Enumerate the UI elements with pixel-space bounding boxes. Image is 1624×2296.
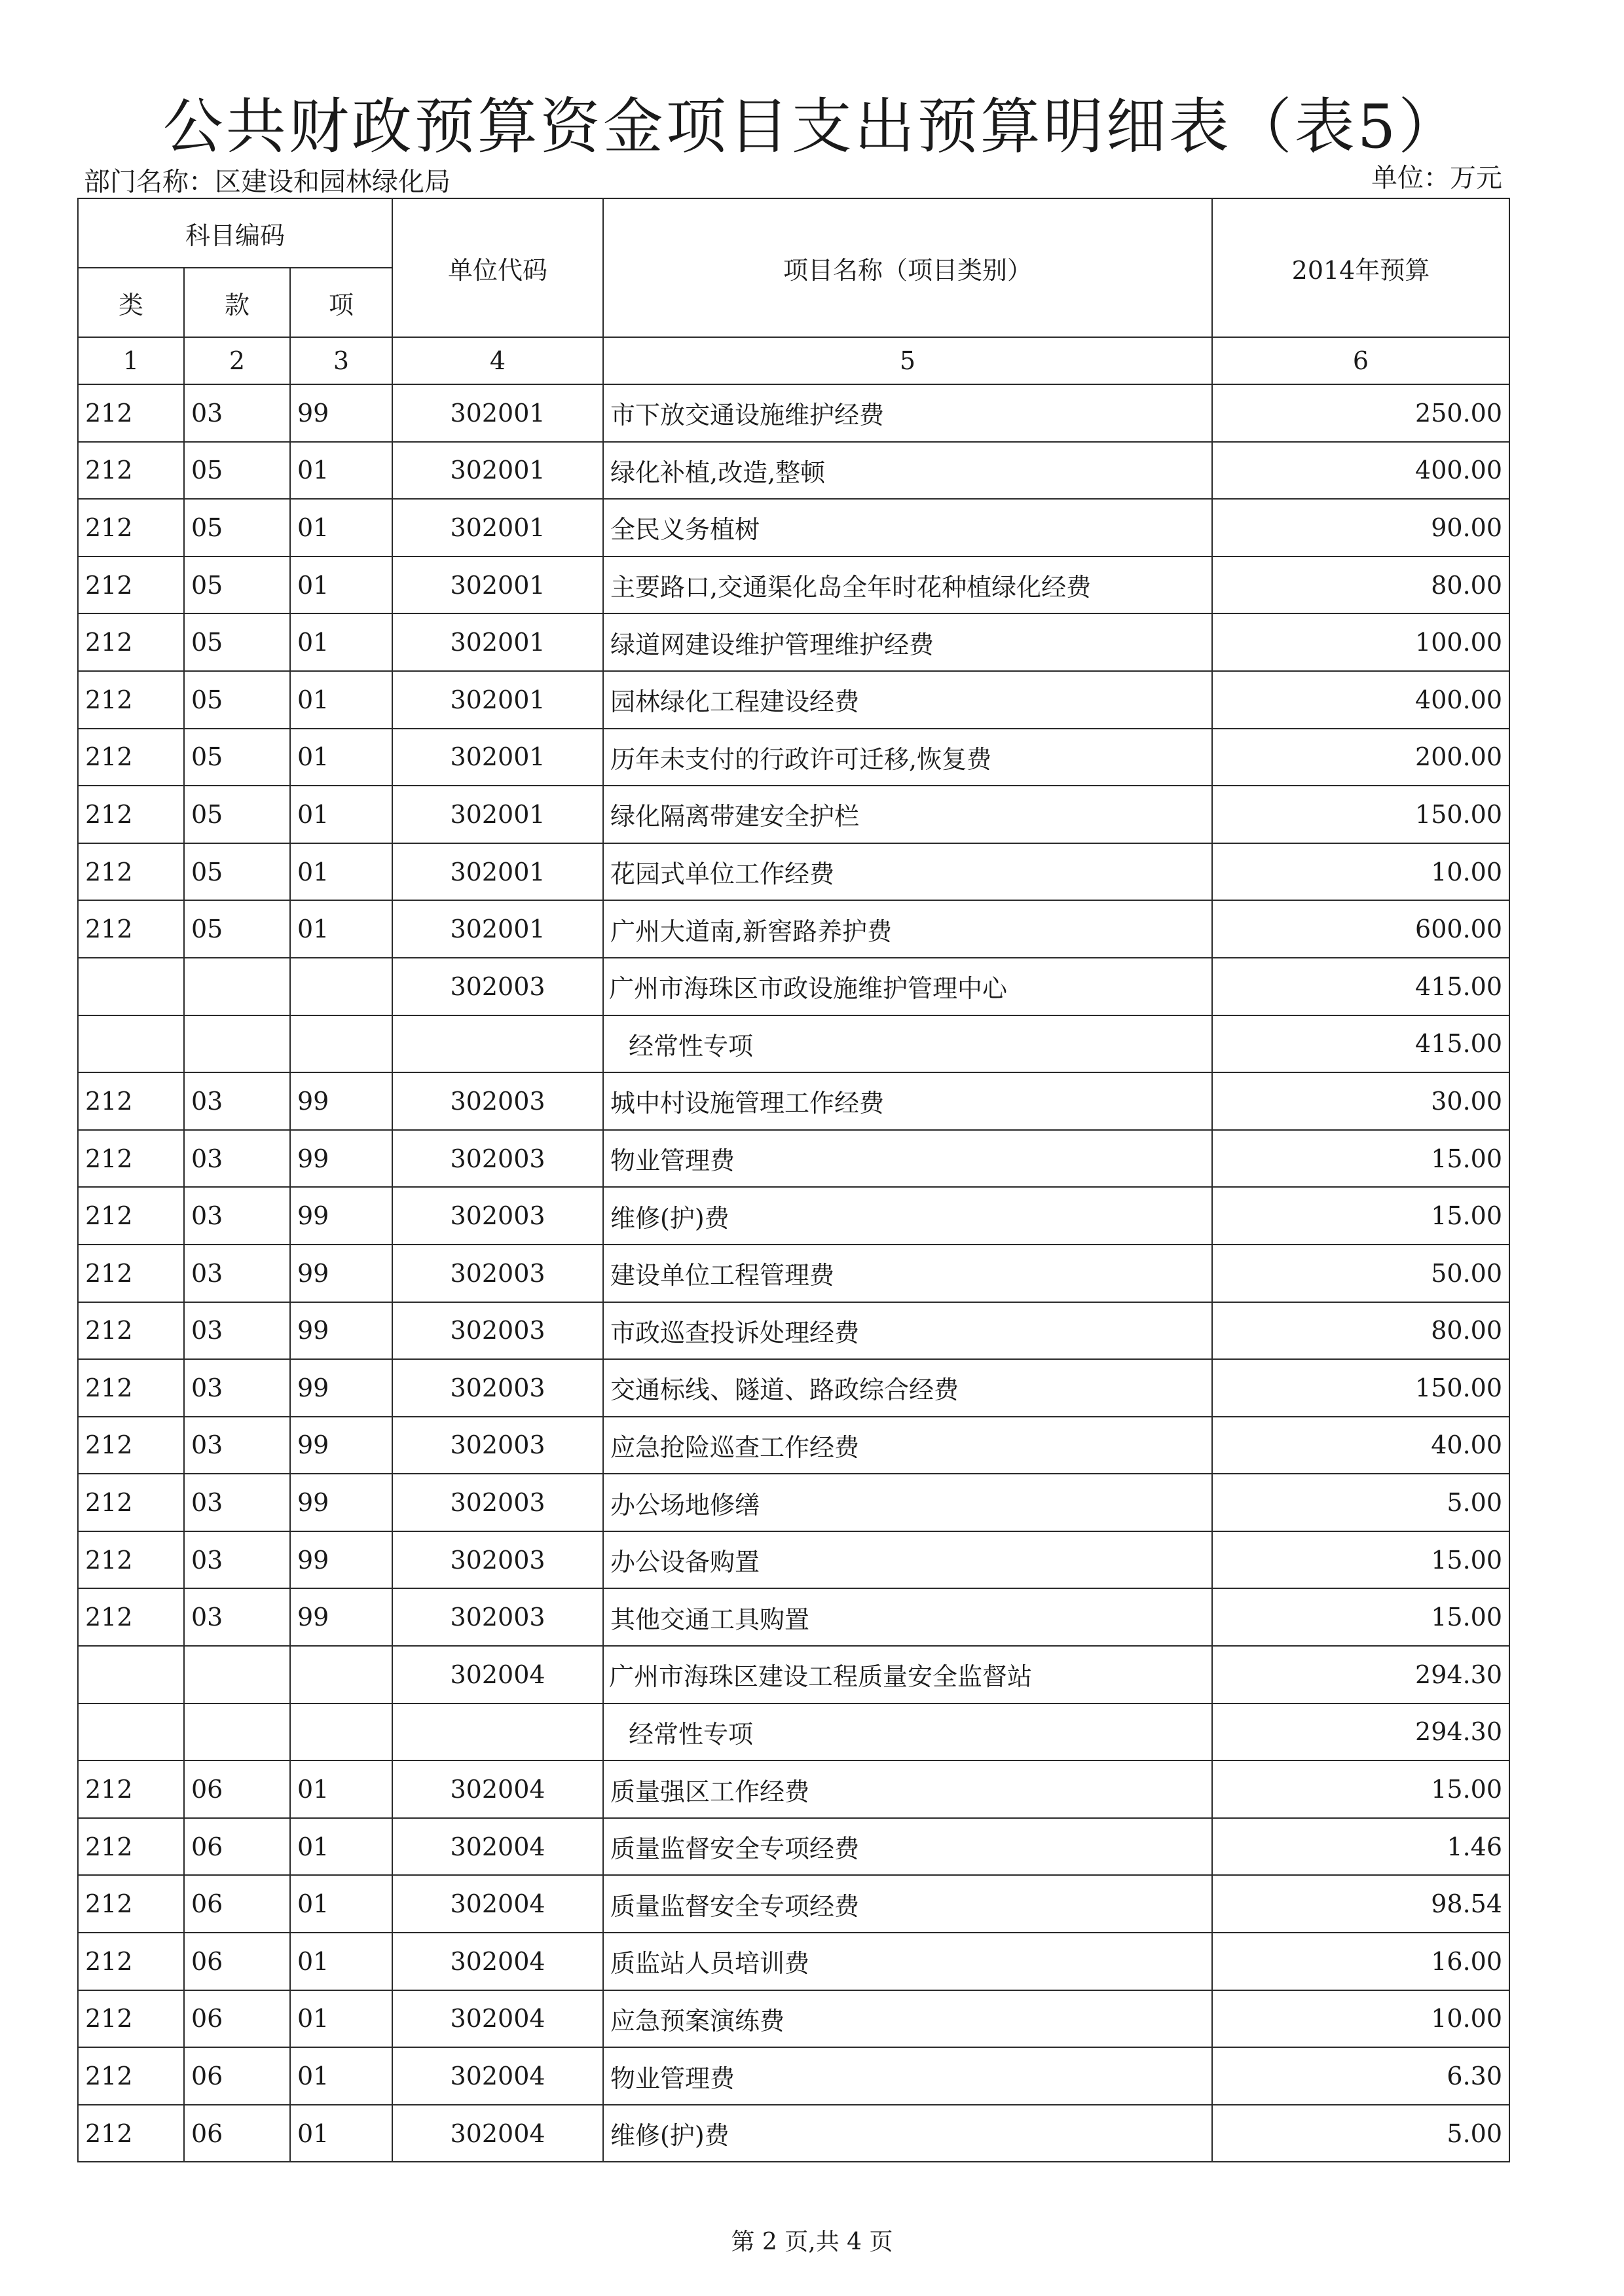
cell-project-name: 其他交通工具购置 xyxy=(603,1588,1212,1646)
cell-lei: 212 xyxy=(78,1990,184,2048)
cell-unit-code: 302004 xyxy=(392,1875,603,1933)
cell-project-name: 主要路口,交通渠化岛全年时花种植绿化经费 xyxy=(603,556,1212,614)
cell-amount: 16.00 xyxy=(1212,1933,1509,1990)
cell-unit-code: 302003 xyxy=(392,1359,603,1417)
cell-lei: 212 xyxy=(78,843,184,901)
cell-amount: 415.00 xyxy=(1212,958,1509,1015)
page-footer: 第 2 页,共 4 页 xyxy=(731,2229,893,2255)
cell-project-name: 质监站人员培训费 xyxy=(603,1933,1212,1990)
cell-unit-code xyxy=(392,1015,603,1073)
cell-lei: 212 xyxy=(78,1302,184,1360)
header-unit-code: 单位代码 xyxy=(392,198,603,337)
table-row xyxy=(78,384,1509,442)
table-row xyxy=(78,1187,1509,1245)
column-number: 1 xyxy=(78,337,184,384)
cell-amount: 50.00 xyxy=(1212,1245,1509,1302)
cell-kuan: 03 xyxy=(184,1474,290,1531)
cell-lei: 212 xyxy=(78,499,184,556)
table-row xyxy=(78,1130,1509,1188)
cell-project-name: 全民义务植树 xyxy=(603,499,1212,556)
cell-kuan: 03 xyxy=(184,1302,290,1360)
cell-unit-code: 302004 xyxy=(392,1933,603,1990)
cell-unit-code: 302001 xyxy=(392,671,603,729)
cell-project-name: 绿道网建设维护管理维护经费 xyxy=(603,613,1212,671)
cell-lei: 212 xyxy=(78,1417,184,1474)
cell-amount: 1.46 xyxy=(1212,1818,1509,1876)
cell-unit-code: 302003 xyxy=(392,1588,603,1646)
table-row xyxy=(78,2047,1509,2105)
cell-project-name: 历年未支付的行政许可迁移,恢复费 xyxy=(603,729,1212,786)
cell-xiang: 99 xyxy=(290,1588,392,1646)
cell-kuan: 03 xyxy=(184,1130,290,1188)
cell-xiang: 99 xyxy=(290,1245,392,1302)
cell-unit-code: 302003 xyxy=(392,1474,603,1531)
cell-amount: 150.00 xyxy=(1212,1359,1509,1417)
cell-project-name: 市政巡查投诉处理经费 xyxy=(603,1302,1212,1360)
cell-kuan: 06 xyxy=(184,1990,290,2048)
header-lei: 类 xyxy=(78,268,184,337)
cell-project-name: 经常性专项 xyxy=(603,1015,1212,1073)
table-row xyxy=(78,958,1509,1015)
table-row xyxy=(78,1818,1509,1876)
cell-unit-code: 302004 xyxy=(392,2105,603,2162)
cell-xiang: 99 xyxy=(290,1130,392,1188)
table-row xyxy=(78,1704,1509,1761)
column-number: 3 xyxy=(290,337,392,384)
cell-amount: 250.00 xyxy=(1212,384,1509,442)
table-row xyxy=(78,1990,1509,2048)
cell-kuan: 03 xyxy=(184,1359,290,1417)
cell-amount: 80.00 xyxy=(1212,1302,1509,1360)
cell-xiang: 01 xyxy=(290,729,392,786)
cell-amount: 294.30 xyxy=(1212,1646,1509,1704)
cell-lei: 212 xyxy=(78,1245,184,1302)
cell-kuan: 03 xyxy=(184,384,290,442)
table-row xyxy=(78,1875,1509,1933)
cell-xiang: 01 xyxy=(290,442,392,500)
cell-lei xyxy=(78,1646,184,1704)
cell-amount: 98.54 xyxy=(1212,1875,1509,1933)
cell-amount: 200.00 xyxy=(1212,729,1509,786)
cell-xiang: 99 xyxy=(290,1072,392,1130)
cell-amount: 80.00 xyxy=(1212,556,1509,614)
table-row xyxy=(78,1302,1509,1360)
cell-unit-code: 302003 xyxy=(392,958,603,1015)
cell-unit-code: 302001 xyxy=(392,613,603,671)
cell-project-name: 质量监督安全专项经费 xyxy=(603,1818,1212,1876)
table-row xyxy=(78,729,1509,786)
cell-kuan: 05 xyxy=(184,671,290,729)
cell-project-name: 质量强区工作经费 xyxy=(603,1760,1212,1818)
cell-kuan: 06 xyxy=(184,1760,290,1818)
cell-xiang: 01 xyxy=(290,786,392,843)
cell-xiang: 01 xyxy=(290,499,392,556)
header-row-1 xyxy=(78,198,1509,268)
cell-kuan: 05 xyxy=(184,613,290,671)
cell-unit-code: 302003 xyxy=(392,1130,603,1188)
cell-lei: 212 xyxy=(78,1818,184,1876)
cell-project-name: 经常性专项 xyxy=(603,1704,1212,1761)
cell-xiang xyxy=(290,958,392,1015)
cell-kuan: 03 xyxy=(184,1588,290,1646)
cell-kuan: 05 xyxy=(184,556,290,614)
header-subject-code: 科目编码 xyxy=(78,198,392,268)
cell-amount: 415.00 xyxy=(1212,1015,1509,1073)
table-row xyxy=(78,613,1509,671)
cell-amount: 294.30 xyxy=(1212,1704,1509,1761)
cell-unit-code: 302003 xyxy=(392,1302,603,1360)
cell-kuan: 05 xyxy=(184,499,290,556)
cell-project-name: 维修(护)费 xyxy=(603,1187,1212,1245)
cell-unit-code: 302004 xyxy=(392,1990,603,2048)
cell-lei: 212 xyxy=(78,1130,184,1188)
cell-project-name: 绿化隔离带建安全护栏 xyxy=(603,786,1212,843)
table-row xyxy=(78,1760,1509,1818)
cell-xiang: 01 xyxy=(290,1990,392,2048)
cell-kuan: 05 xyxy=(184,786,290,843)
cell-amount: 15.00 xyxy=(1212,1760,1509,1818)
column-number: 4 xyxy=(392,337,603,384)
cell-amount: 400.00 xyxy=(1212,671,1509,729)
cell-lei: 212 xyxy=(78,1760,184,1818)
cell-amount: 40.00 xyxy=(1212,1417,1509,1474)
table-row xyxy=(78,1015,1509,1073)
cell-xiang: 01 xyxy=(290,2105,392,2162)
cell-project-name: 园林绿化工程建设经费 xyxy=(603,671,1212,729)
table-row xyxy=(78,1933,1509,1990)
cell-unit-code: 302001 xyxy=(392,729,603,786)
cell-kuan: 05 xyxy=(184,442,290,500)
cell-xiang: 99 xyxy=(290,1474,392,1531)
cell-kuan: 03 xyxy=(184,1187,290,1245)
cell-amount: 100.00 xyxy=(1212,613,1509,671)
cell-unit-code: 302001 xyxy=(392,499,603,556)
cell-kuan: 03 xyxy=(184,1531,290,1589)
cell-project-name: 城中村设施管理工作经费 xyxy=(603,1072,1212,1130)
cell-lei: 212 xyxy=(78,900,184,958)
cell-lei: 212 xyxy=(78,671,184,729)
cell-kuan: 03 xyxy=(184,1417,290,1474)
cell-amount: 10.00 xyxy=(1212,1990,1509,2048)
cell-lei xyxy=(78,1704,184,1761)
cell-lei xyxy=(78,958,184,1015)
header-xiang: 项 xyxy=(290,268,392,337)
cell-lei: 212 xyxy=(78,1933,184,1990)
table-row xyxy=(78,900,1509,958)
cell-kuan: 03 xyxy=(184,1245,290,1302)
budget-table xyxy=(77,198,1510,2162)
cell-amount: 600.00 xyxy=(1212,900,1509,958)
cell-lei: 212 xyxy=(78,1588,184,1646)
cell-lei: 212 xyxy=(78,1875,184,1933)
cell-xiang: 99 xyxy=(290,384,392,442)
column-number: 2 xyxy=(184,337,290,384)
column-number: 5 xyxy=(603,337,1212,384)
cell-project-name: 应急抢险巡查工作经费 xyxy=(603,1417,1212,1474)
cell-lei: 212 xyxy=(78,556,184,614)
cell-kuan: 05 xyxy=(184,843,290,901)
cell-xiang: 01 xyxy=(290,1933,392,1990)
cell-kuan xyxy=(184,958,290,1015)
cell-project-name: 办公场地修缮 xyxy=(603,1474,1212,1531)
table-row xyxy=(78,499,1509,556)
cell-xiang: 01 xyxy=(290,1818,392,1876)
cell-xiang: 01 xyxy=(290,671,392,729)
cell-unit-code: 302001 xyxy=(392,442,603,500)
cell-kuan: 05 xyxy=(184,900,290,958)
table-row xyxy=(78,1646,1509,1704)
cell-xiang: 99 xyxy=(290,1187,392,1245)
table-row xyxy=(78,2105,1509,2162)
cell-xiang xyxy=(290,1704,392,1761)
cell-xiang: 01 xyxy=(290,1875,392,1933)
cell-xiang: 01 xyxy=(290,900,392,958)
cell-kuan: 06 xyxy=(184,1875,290,1933)
table-row xyxy=(78,843,1509,901)
cell-amount: 150.00 xyxy=(1212,786,1509,843)
table-row xyxy=(78,1531,1509,1589)
table-row xyxy=(78,786,1509,843)
cell-project-name: 维修(护)费 xyxy=(603,2105,1212,2162)
cell-unit-code: 302004 xyxy=(392,1760,603,1818)
cell-lei: 212 xyxy=(78,1531,184,1589)
cell-xiang: 01 xyxy=(290,843,392,901)
cell-project-name: 广州市海珠区建设工程质量安全监督站 xyxy=(603,1646,1212,1704)
cell-xiang: 01 xyxy=(290,1760,392,1818)
table-body xyxy=(78,198,1509,2162)
cell-lei: 212 xyxy=(78,613,184,671)
cell-xiang xyxy=(290,1015,392,1073)
cell-xiang: 01 xyxy=(290,2047,392,2105)
table-row xyxy=(78,1417,1509,1474)
cell-kuan: 06 xyxy=(184,2047,290,2105)
cell-unit-code: 302001 xyxy=(392,786,603,843)
cell-unit-code xyxy=(392,1704,603,1761)
cell-project-name: 应急预案演练费 xyxy=(603,1990,1212,2048)
cell-unit-code: 302003 xyxy=(392,1187,603,1245)
column-number: 6 xyxy=(1212,337,1509,384)
cell-unit-code: 302001 xyxy=(392,556,603,614)
cell-unit-code: 302004 xyxy=(392,1646,603,1704)
table-row xyxy=(78,1359,1509,1417)
cell-project-name: 物业管理费 xyxy=(603,1130,1212,1188)
cell-unit-code: 302003 xyxy=(392,1245,603,1302)
cell-lei: 212 xyxy=(78,2105,184,2162)
cell-xiang: 99 xyxy=(290,1302,392,1360)
cell-project-name: 建设单位工程管理费 xyxy=(603,1245,1212,1302)
cell-lei: 212 xyxy=(78,729,184,786)
cell-amount: 5.00 xyxy=(1212,1474,1509,1531)
cell-project-name: 广州市海珠区市政设施维护管理中心 xyxy=(603,958,1212,1015)
cell-lei: 212 xyxy=(78,1474,184,1531)
cell-amount: 15.00 xyxy=(1212,1531,1509,1589)
cell-kuan: 06 xyxy=(184,2105,290,2162)
cell-amount: 5.00 xyxy=(1212,2105,1509,2162)
cell-project-name: 花园式单位工作经费 xyxy=(603,843,1212,901)
cell-project-name: 物业管理费 xyxy=(603,2047,1212,2105)
header-column-numbers xyxy=(78,337,1509,384)
table-row xyxy=(78,442,1509,500)
cell-unit-code: 302001 xyxy=(392,900,603,958)
cell-xiang: 99 xyxy=(290,1531,392,1589)
table-row xyxy=(78,1072,1509,1130)
cell-amount: 15.00 xyxy=(1212,1588,1509,1646)
cell-kuan xyxy=(184,1646,290,1704)
cell-kuan: 06 xyxy=(184,1933,290,1990)
cell-amount: 30.00 xyxy=(1212,1072,1509,1130)
cell-lei xyxy=(78,1015,184,1073)
cell-unit-code: 302003 xyxy=(392,1072,603,1130)
header-kuan: 款 xyxy=(184,268,290,337)
cell-xiang: 01 xyxy=(290,556,392,614)
cell-amount: 400.00 xyxy=(1212,442,1509,500)
cell-project-name: 广州大道南,新窖路养护费 xyxy=(603,900,1212,958)
cell-amount: 15.00 xyxy=(1212,1187,1509,1245)
cell-kuan: 03 xyxy=(184,1072,290,1130)
cell-amount: 90.00 xyxy=(1212,499,1509,556)
cell-kuan: 05 xyxy=(184,729,290,786)
cell-unit-code: 302004 xyxy=(392,1818,603,1876)
table-row xyxy=(78,1588,1509,1646)
cell-kuan xyxy=(184,1704,290,1761)
cell-xiang xyxy=(290,1646,392,1704)
cell-unit-code: 302001 xyxy=(392,384,603,442)
cell-project-name: 质量监督安全专项经费 xyxy=(603,1875,1212,1933)
header-project-name: 项目名称（项目类别） xyxy=(603,198,1212,337)
cell-lei: 212 xyxy=(78,1072,184,1130)
table-row xyxy=(78,1474,1509,1531)
cell-lei: 212 xyxy=(78,1187,184,1245)
cell-lei: 212 xyxy=(78,1359,184,1417)
cell-xiang: 99 xyxy=(290,1359,392,1417)
cell-unit-code: 302001 xyxy=(392,843,603,901)
table-row xyxy=(78,556,1509,614)
table-row xyxy=(78,671,1509,729)
cell-lei: 212 xyxy=(78,442,184,500)
cell-kuan: 06 xyxy=(184,1818,290,1876)
cell-kuan xyxy=(184,1015,290,1073)
header-budget-2014: 2014年预算 xyxy=(1212,198,1509,337)
cell-amount: 6.30 xyxy=(1212,2047,1509,2105)
cell-lei: 212 xyxy=(78,2047,184,2105)
cell-lei: 212 xyxy=(78,786,184,843)
cell-xiang: 99 xyxy=(290,1417,392,1474)
cell-unit-code: 302004 xyxy=(392,2047,603,2105)
cell-amount: 10.00 xyxy=(1212,843,1509,901)
cell-project-name: 办公设备购置 xyxy=(603,1531,1212,1589)
page-title: 公共财政预算资金项目支出预算明细表（表5） xyxy=(162,92,1462,162)
cell-unit-code: 302003 xyxy=(392,1531,603,1589)
cell-xiang: 01 xyxy=(290,613,392,671)
cell-project-name: 绿化补植,改造,整顿 xyxy=(603,442,1212,500)
cell-project-name: 交通标线、隧道、路政综合经费 xyxy=(603,1359,1212,1417)
department-name: 部门名称：区建设和园林绿化局 xyxy=(84,167,451,197)
cell-amount: 15.00 xyxy=(1212,1130,1509,1188)
cell-project-name: 市下放交通设施维护经费 xyxy=(603,384,1212,442)
unit-label: 单位：万元 xyxy=(1371,163,1502,193)
cell-lei: 212 xyxy=(78,384,184,442)
table-row xyxy=(78,1245,1509,1302)
cell-unit-code: 302003 xyxy=(392,1417,603,1474)
